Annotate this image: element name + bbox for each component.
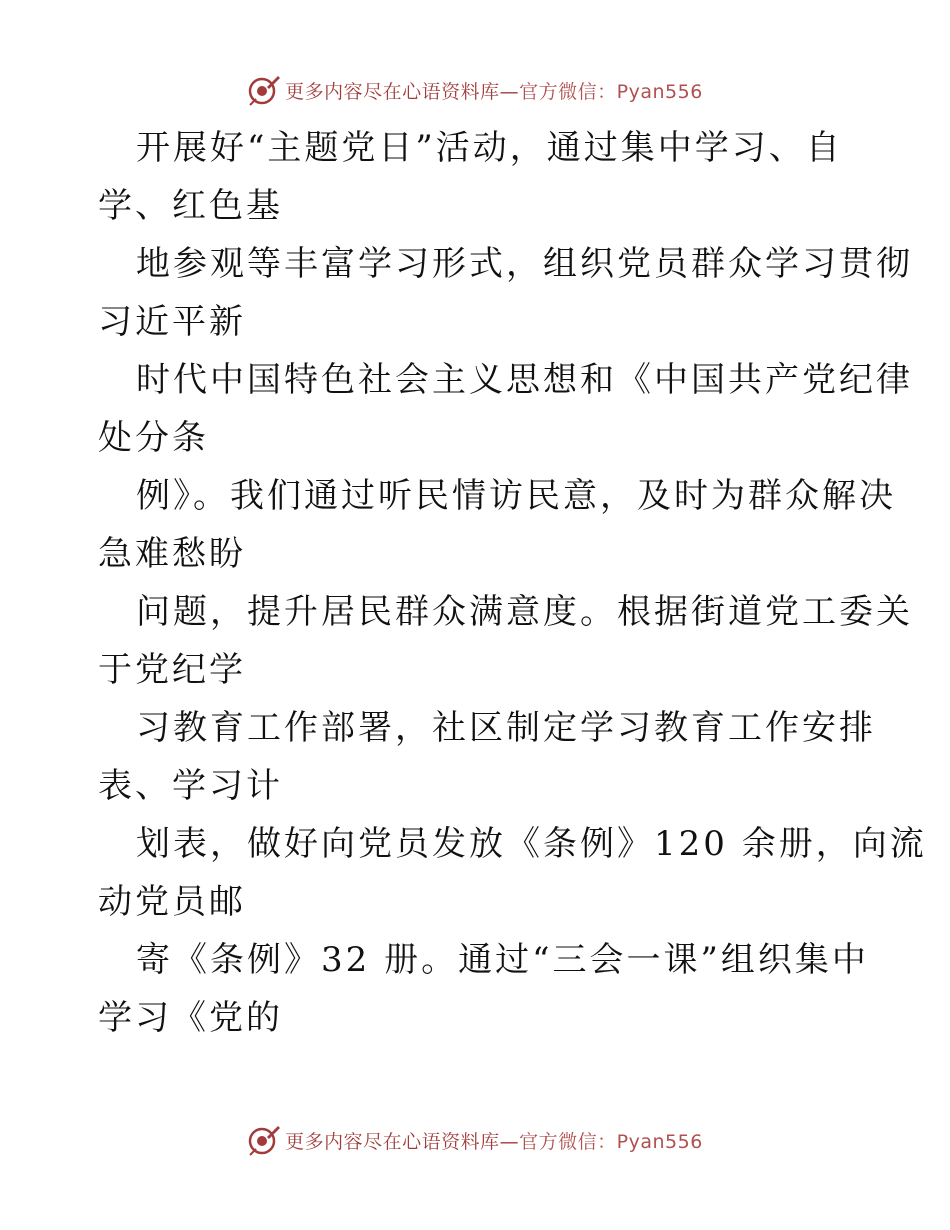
header-banner — [0, 70, 950, 110]
header-brand-text: 更多内容尽在心语资料库 — [285, 80, 500, 103]
body-line: 开展好“主题党日”活动，通过集中学习、自 — [136, 128, 843, 168]
pen-logo-icon — [247, 73, 281, 107]
body-line: 寄《条例》32 册。通过“三会一课”组织集中 — [136, 940, 869, 980]
header-dash: — — [499, 80, 520, 103]
body-line: 地参观等丰富学习形式，组织党员群众学习贯彻 — [136, 244, 913, 284]
body-line: 例》。我们通过听民情访民意，及时为群众解决 — [136, 476, 896, 516]
body-line: 时代中国特色社会主义思想和《中国共产党纪律 — [136, 360, 913, 400]
footer-brand-text: 更多内容尽在心语资料库 — [285, 1130, 500, 1153]
footer-banner-text — [285, 1127, 703, 1154]
footer-wechat-text: 官方微信：Pyan556 — [519, 1130, 703, 1153]
body-line: 处分条 — [98, 418, 209, 458]
body-line: 动党员邮 — [98, 882, 246, 922]
footer-dash: — — [499, 1130, 520, 1153]
body-line: 问题，提升居民群众满意度。根据街道党工委关 — [136, 592, 913, 632]
body-line: 习近平新 — [98, 302, 246, 342]
pen-logo-icon — [247, 1123, 281, 1157]
body-line: 急难愁盼 — [98, 534, 246, 574]
body-line: 学习《党的 — [98, 998, 283, 1038]
body-line: 学、红色基 — [98, 186, 283, 226]
body-line: 于党纪学 — [98, 650, 246, 690]
body-line: 表、学习计 — [98, 766, 283, 806]
header-banner-text — [285, 77, 703, 104]
header-wechat-text: 官方微信：Pyan556 — [519, 80, 703, 103]
footer-banner — [0, 1120, 950, 1160]
body-line: 习教育工作部署，社区制定学习教育工作安排 — [136, 708, 876, 748]
body-line: 划表，做好向党员发放《条例》120 余册，向流 — [136, 824, 927, 864]
